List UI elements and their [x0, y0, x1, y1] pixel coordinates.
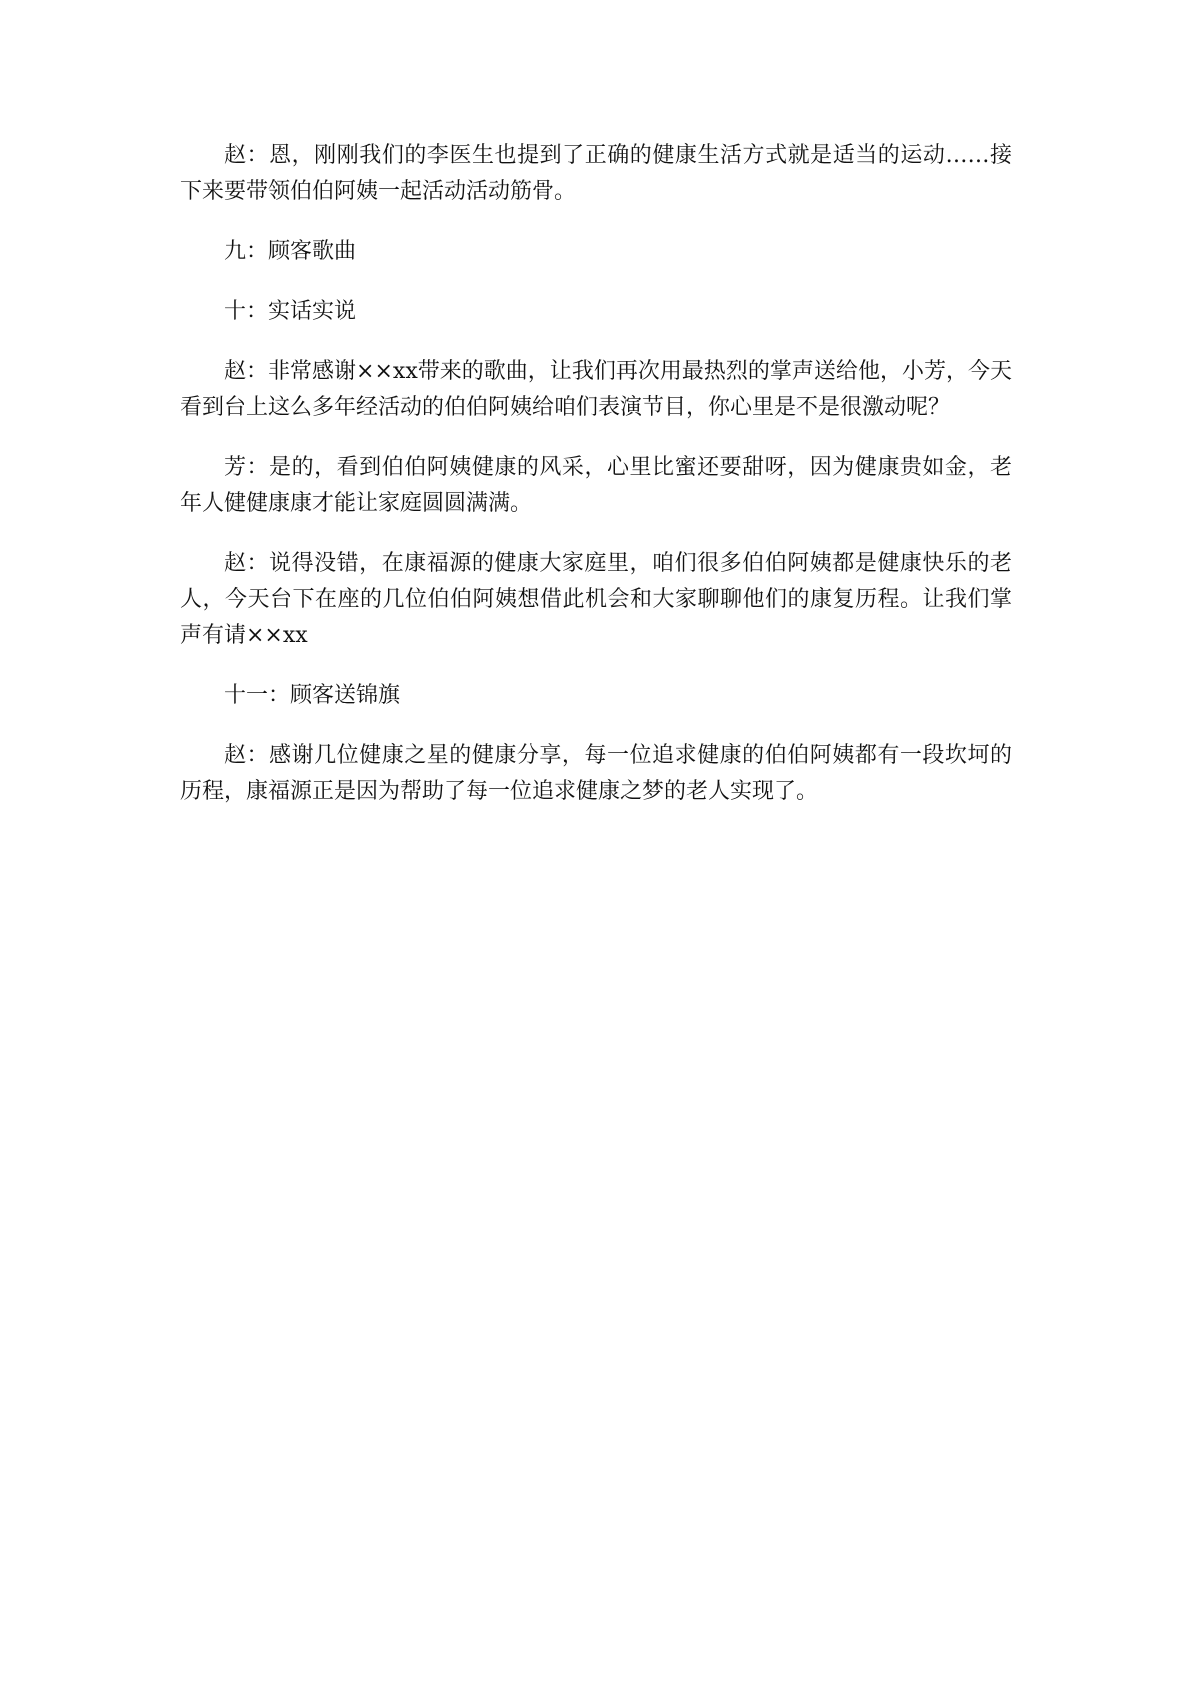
paragraph-dialogue: 赵：恩，刚刚我们的李医生也提到了正确的健康生活方式就是适当的运动……接下来要带领伯伯阿姨一起活动活动筋骨。 — [180, 143, 1012, 204]
section-heading: 九：顾客歌曲 — [224, 239, 357, 264]
section-heading: 十一：顾客送锦旗 — [224, 683, 401, 708]
paragraph-dialogue: 赵：感谢几位健康之星的健康分享，每一位追求健康的伯伯阿姨都有一段坎坷的历程，康福源正是因为帮助了每一位追求健康之梦的老人实现了。 — [180, 743, 1012, 804]
document-body — [180, 138, 1012, 834]
section-heading: 十：实话实说 — [224, 299, 357, 324]
paragraph-dialogue: 赵：非常感谢××xx带来的歌曲，让我们再次用最热烈的掌声送给他，小芳，今天看到台上这么多年经活动的伯伯阿姨给咱们表演节目，你心里是不是很激动呢？ — [180, 359, 1012, 420]
paragraph-dialogue: 芳：是的，看到伯伯阿姨健康的风采，心里比蜜还要甜呀，因为健康贵如金，老年人健健康康才能让家庭圆圆满满。 — [180, 455, 1012, 516]
paragraph-dialogue: 赵：说得没错，在康福源的健康大家庭里，咱们很多伯伯阿姨都是健康快乐的老人，今天台下在座的几位伯伯阿姨想借此机会和大家聊聊他们的康复历程。让我们掌声有请××xx — [180, 551, 1012, 648]
